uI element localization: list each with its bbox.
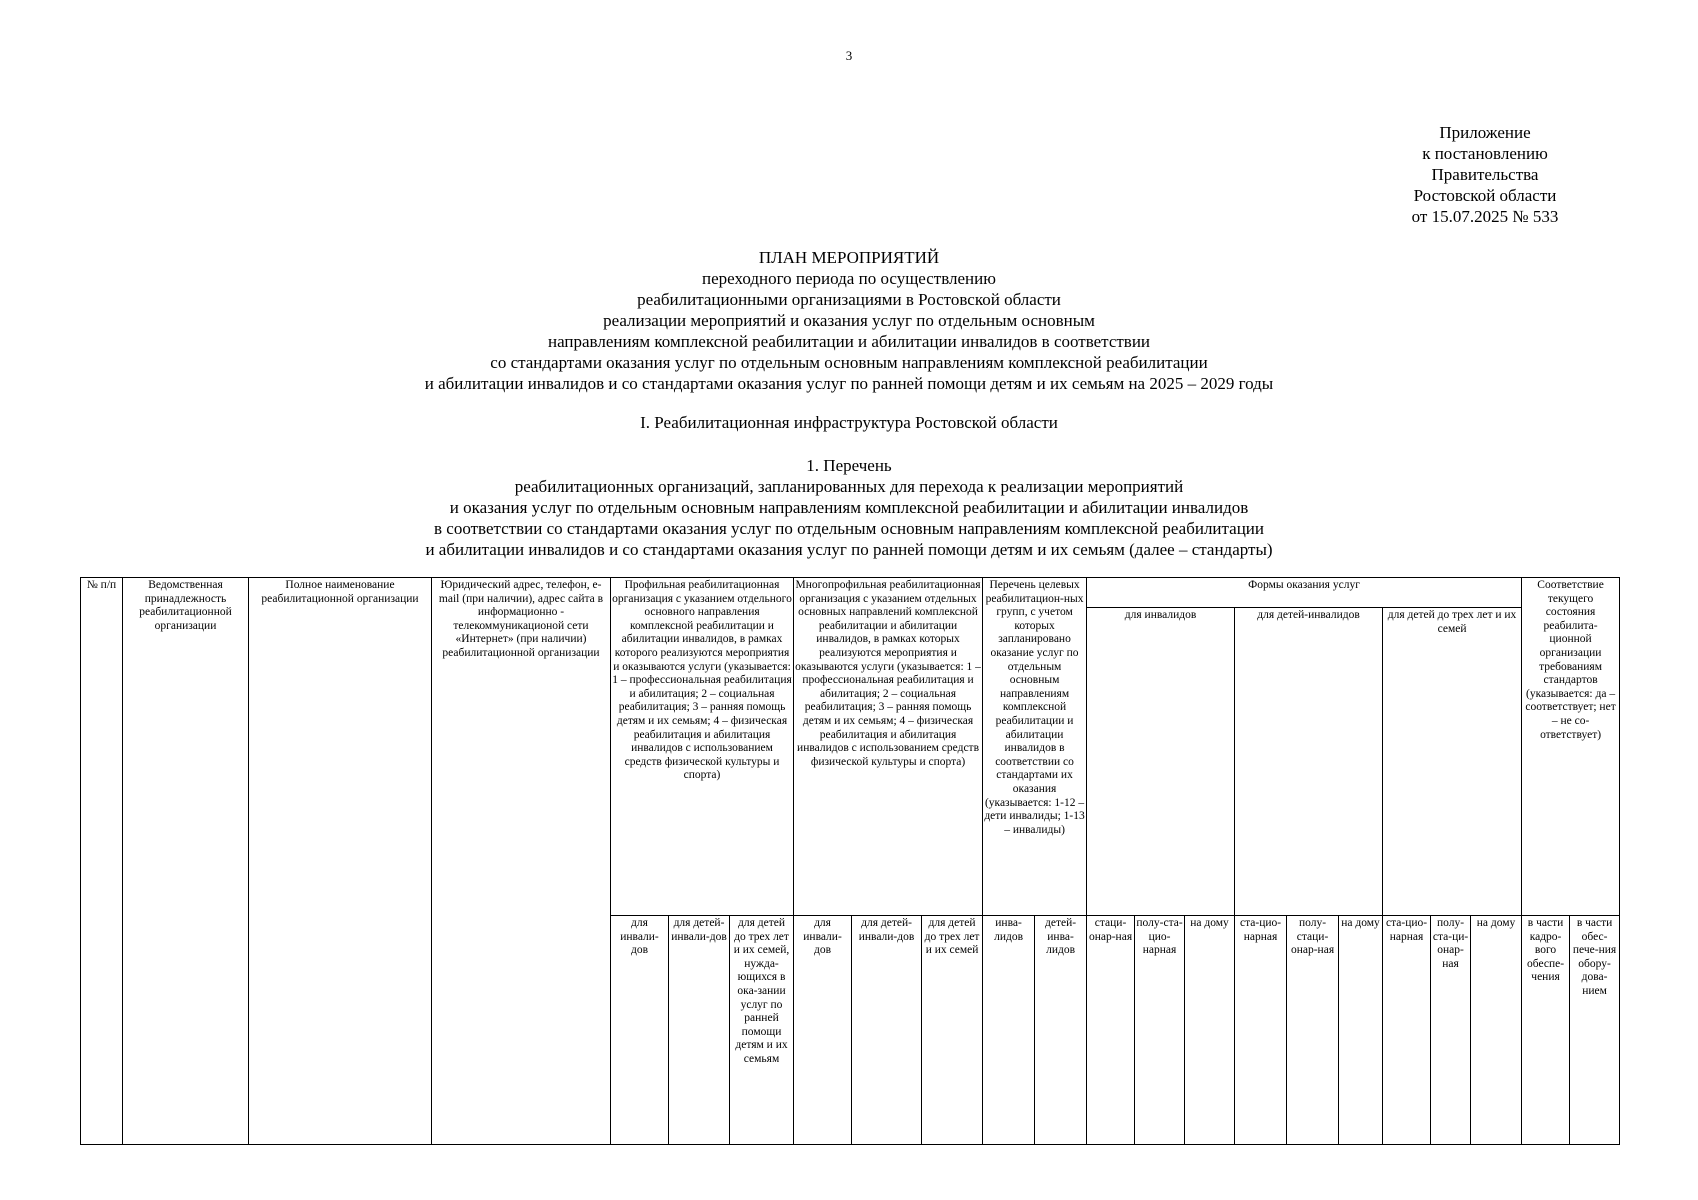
section-title: I. Реабилитационная инфраструктура Ростовской области: [640, 413, 1058, 432]
list-title-line: реабилитационных организаций, запланированных для перехода к реализации мероприятий: [514, 477, 1184, 496]
subheader-cell: в части обес-пече-ния обору-дова-нием: [1570, 916, 1620, 1145]
organizations-table: [80, 577, 1620, 1145]
list-title-line: в соответствии со стандартами оказания услуг по отдельным основным направлениям комплексной реабилитации: [434, 519, 1264, 538]
list-title-line: и абилитации инвалидов и со стандартами оказания услуг по ранней помощи детям и их семьям (далее – стандарты): [425, 540, 1273, 559]
appendix-line: Правительства: [1431, 165, 1539, 184]
appendix-line: от 15.07.2025 № 533: [1411, 207, 1559, 226]
header-target-groups: Перечень целевых реабилитацион-ных групп, с учетом которых запланировано оказание услуг по отдельным основным направлениям комплексной реабилитации и абилитации инвалидов в соответствии со стандартами их оказания (указывается: 1-12 – дети инвалиды; 1-13 – инвалиды): [983, 578, 1087, 916]
appendix-line: к постановлению: [1422, 144, 1548, 163]
plan-title-line: направлениям комплексной реабилитации и абилитации инвалидов в соответствии: [547, 332, 1151, 351]
appendix-line: Приложение: [1439, 123, 1531, 142]
header-multiprofile-organization: Многопрофильная реабилитационная организация с указанием отдельных основных направлений комплексной реабилитации и абилитации инвалидов, в рамках которых реализуются мероприятия и оказываются услуги (указывается: 1 – профессиональная реабилитация и абилитация; 2 – социальная реабилитация; 3 – ранняя помощь детям и их семьям; 4 – физическая реабилитация и абилитация инвалидов с использованием средств физической культуры и спорта): [794, 578, 983, 916]
subheader-cell: в части кадро-вого обеспе-чения: [1522, 916, 1570, 1145]
header-service-forms: Формы оказания услуг: [1087, 578, 1522, 608]
subheader-cell: для детей до трех лет и их семей: [922, 916, 983, 1145]
subheader-cell: стаци-онар-ная: [1087, 916, 1135, 1145]
subheader-cell: на дому: [1339, 916, 1383, 1145]
subheader-cell: ста-цио-нарная: [1235, 916, 1287, 1145]
page-number: 3: [845, 48, 853, 63]
subheader-cell: для детей-инвали-дов: [852, 916, 922, 1145]
plan-title-line: со стандартами оказания услуг по отдельным основным направлениям комплексной реабилитации: [490, 353, 1208, 372]
header-forms-under3: для детей до трех лет и их семей: [1383, 608, 1522, 916]
header-full-name: Полное наименование реабилитационной организации: [249, 578, 432, 1145]
plan-title-line: реализации мероприятий и оказания услуг по отдельным основным: [603, 311, 1095, 330]
header-num: № п/п: [81, 578, 123, 1145]
subheader-cell: полу-стаци-онар-ная: [1287, 916, 1339, 1145]
subheader-cell: для детей до трех лет и их семей, нужда-ющихся в ока-зании услуг по ранней помощи детям и их семьям: [730, 916, 794, 1145]
subheader-cell: детей-инва-лидов: [1035, 916, 1087, 1145]
subheader-cell: на дому: [1185, 916, 1235, 1145]
subheader-cell: инва-лидов: [983, 916, 1035, 1145]
subheader-cell: полу-ста-цио-нарная: [1135, 916, 1185, 1145]
header-profile-organization: Профильная реабилитационная организация с указанием отдельного основного направления комплексной реабилитации и абилитации инвалидов, в рамках которого реализуются мероприятия и оказываются услуги (указывается: 1 – профессиональная реабилитация и абилитация; 2 – социальная реабилитация; 3 – ранняя помощь детям и их семьям; 4 – физическая реабилитация и абилитация инвалидов с использованием средств физической культуры и спорта): [611, 578, 794, 916]
plan-title-line: и абилитации инвалидов и со стандартами оказания услуг по ранней помощи детям и их семьям на 2025 – 2029 годы: [424, 374, 1274, 393]
list-title: [0, 455, 1698, 560]
plan-title-line: реабилитационными организациями в Ростовской области: [637, 290, 1061, 309]
header-forms-children: для детей-инвалидов: [1235, 608, 1383, 916]
appendix-block: [1380, 122, 1590, 227]
plan-title-line: переходного периода по осуществлению: [702, 269, 996, 288]
subheader-cell: для детей-инвали-дов: [669, 916, 730, 1145]
plan-title-line: ПЛАН МЕРОПРИЯТИЙ: [758, 248, 940, 267]
subheader-cell: на дому: [1471, 916, 1522, 1145]
subheader-cell: для инвали-дов: [794, 916, 852, 1145]
list-title-line: и оказания услуг по отдельным основным направлениям комплексной реабилитации и абилитации инвалидов: [449, 498, 1249, 517]
appendix-line: Ростовской области: [1413, 186, 1557, 205]
plan-title: [0, 247, 1698, 394]
header-affiliation: Ведомственная принадлежность реабилитационной организации: [123, 578, 249, 1145]
subheader-cell: полу-ста-ци-онар-ная: [1431, 916, 1471, 1145]
header-forms-disabled: для инвалидов: [1087, 608, 1235, 916]
header-address: Юридический адрес, телефон, e-mail (при наличии), адрес сайта в информационно - телекоммуникационой сети «Интернет» (при наличии) реабилитационной организации: [432, 578, 611, 1145]
subheader-cell: для инвали-дов: [611, 916, 669, 1145]
list-title-line: 1. Перечень: [806, 456, 892, 475]
subheader-cell: ста-цио-нарная: [1383, 916, 1431, 1145]
header-compliance: Соответствие текущего состояния реабилита-ционной организации требованиям стандартов (указывается: да – соответствует; нет – не со-ответствует): [1522, 578, 1620, 916]
